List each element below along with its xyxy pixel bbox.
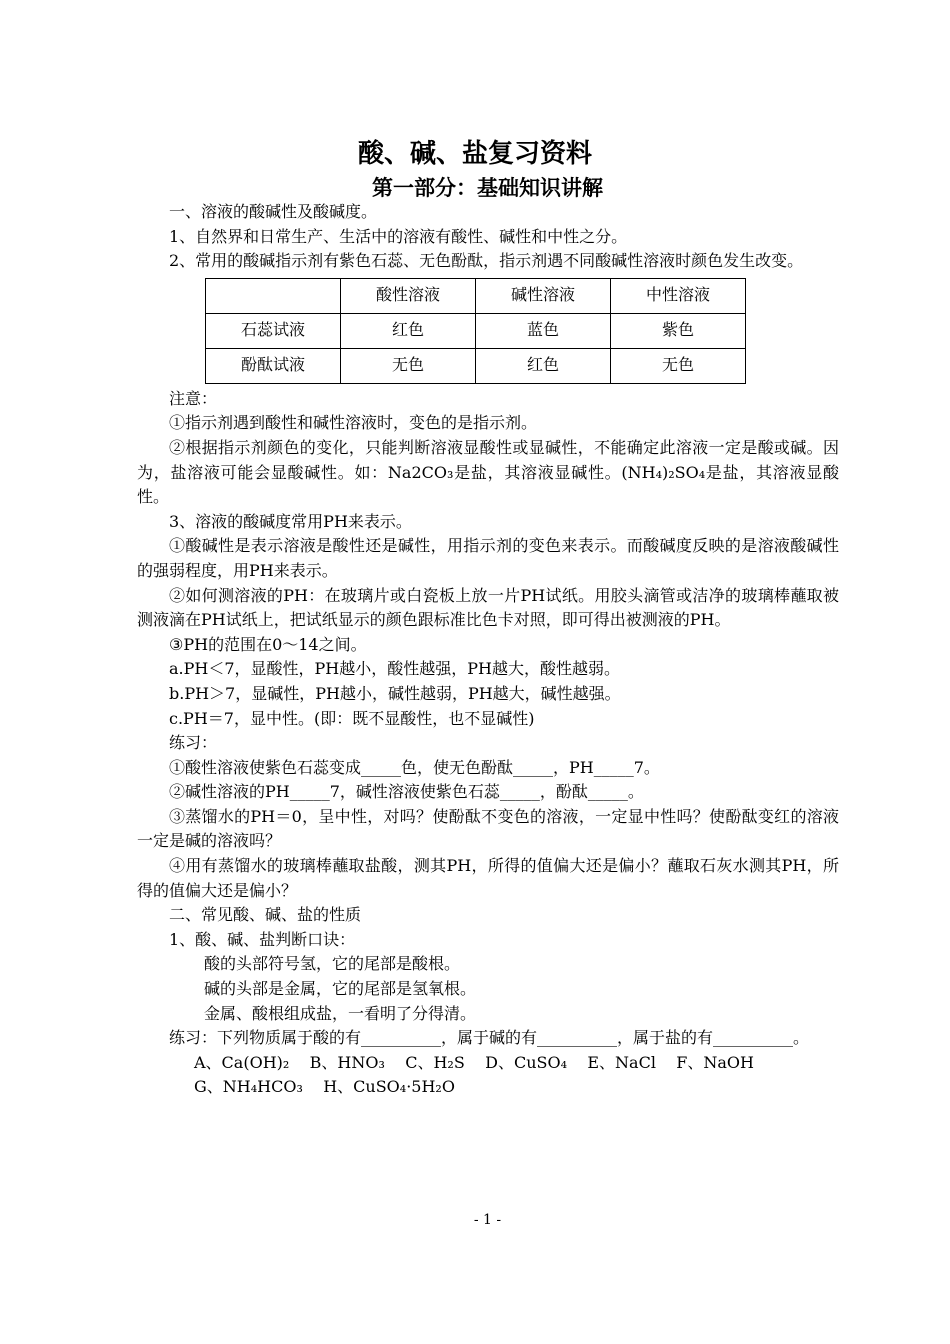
options-line: A、Ca(OH)₂ B、HNO₃ C、H₂S D、CuSO₄ E、NaCl F、NaOH [194,1052,754,1072]
table-cell: 蓝色 [476,313,611,348]
table-cell: 红色 [476,348,611,383]
table-cell: 酚酞试液 [206,348,341,383]
table-row [206,313,746,348]
table-header-row [206,278,746,313]
exercise-item: 练习：下列物质属于酸的有__________，属于碱的有__________，属于盐的有__________。 [169,1028,810,1048]
paragraph: a.PH＜7，显酸性，PH越小，酸性越强，PH越大，酸性越弱。 [169,659,620,679]
table-cell: 中性溶液 [611,278,746,313]
paragraph: 3、溶液的酸碱度常用PH来表示。 [169,511,412,531]
table-cell: 无色 [611,348,746,383]
paragraph: ③PH的范围在0～14之间。 [169,634,367,654]
rhyme-line: 酸的头部符号氢，它的尾部是酸根。 [204,954,461,974]
paragraph: 1、自然界和日常生产、生活中的溶液有酸性、碱性和中性之分。 [169,226,628,246]
table-cell [206,278,341,313]
exercise-item: ④用有蒸馏水的玻璃棒蘸取盐酸，测其PH，所得的值偏大还是偏小？蘸取石灰水测其PH，所得的值偏大还是偏小？ [137,856,839,900]
exercise-label: 练习： [169,733,218,753]
exercise-item: ③蒸馏水的PH＝0，呈中性，对吗？使酚酞不变色的溶液，一定显中性吗？使酚酞变红的溶液一定是碱的溶液吗？ [137,806,839,851]
paragraph: ②如何测溶液的PH：在玻璃片或白瓷板上放一片PH试纸。用胶头滴管或洁净的玻璃棒蘸取被测液滴在PH试纸上，把试纸显示的颜色跟标准比色卡对照，即可得出被测液的PH。 [137,585,839,630]
document-title: 酸、碱、盐复习资料 [357,139,592,169]
table-cell: 紫色 [611,313,746,348]
indicator-color-table [205,278,746,384]
section-heading-2: 二、常见酸、碱、盐的性质 [169,905,362,925]
rhyme-line: 碱的头部是金属，它的尾部是氢氧根。 [204,979,477,999]
exercise-item: ①酸性溶液使紫色石蕊变成_____色，使无色酚酞_____，PH_____7。 [169,757,660,777]
rhyme-line: 金属、酸根组成盐，一看明了分得清。 [204,1003,477,1023]
paragraph: c.PH＝7，显中性。(即：既不显酸性，也不显碱性) [169,708,535,728]
paragraph: ①指示剂遇到酸性和碱性溶液时，变色的是指示剂。 [169,413,538,433]
table-cell: 红色 [341,313,476,348]
section-heading-1: 一、溶液的酸碱性及酸碱度。 [169,202,378,221]
section-subtitle: 第一部分：基础知识讲解 [372,176,603,200]
table-cell: 酸性溶液 [341,278,476,313]
paragraph: 2、常用的酸碱指示剂有紫色石蕊、无色酚酞，指示剂遇不同酸碱性溶液时颜色发生改变。 [169,251,804,271]
exercise-item: ②碱性溶液的PH_____7，碱性溶液使紫色石蕊_____，酚酞_____。 [169,782,644,802]
paragraph: 1、酸、碱、盐判断口诀： [169,929,356,949]
table-row [206,348,746,383]
document-body [137,200,839,1100]
options-line: G、NH₄HCO₃ H、CuSO₄·5H₂O [194,1077,455,1097]
note-label: 注意： [169,388,218,408]
paragraph: ①酸碱性是表示溶液是酸性还是碱性，用指示剂的变色来表示。而酸碱度反映的是溶液酸碱性的强弱程度，用PH来表示。 [137,536,839,580]
table-cell: 无色 [341,348,476,383]
paragraph: ②根据指示剂颜色的变化，只能判断溶液显酸性或显碱性，不能确定此溶液一定是酸或碱。因为，盐溶液可能会显酸碱性。如：Na2CO₃是盐，其溶液显碱性。(NH₄)₂SO₄是盐，其溶液显酸性。 [137,437,839,507]
page-number: - 1 - [473,1212,502,1228]
table-cell: 石蕊试液 [206,313,341,348]
table-cell: 碱性溶液 [476,278,611,313]
paragraph: b.PH＞7，显碱性，PH越小，碱性越弱，PH越大，碱性越强。 [169,683,621,703]
